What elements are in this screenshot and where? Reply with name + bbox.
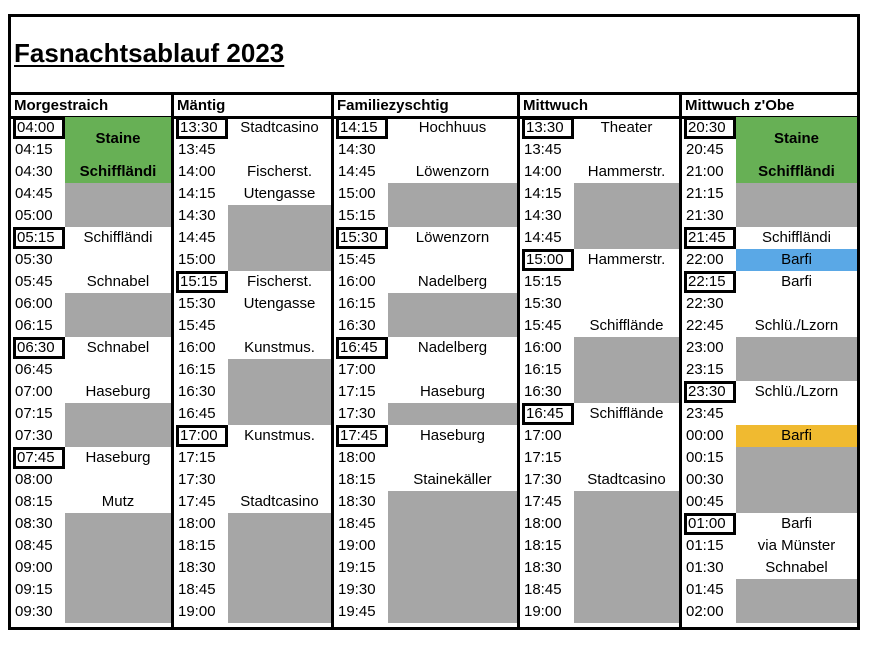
time-cell: 19:00: [524, 603, 562, 620]
time-cell: 05:45: [15, 273, 53, 290]
location-cell: Hammerstr.: [587, 163, 666, 180]
time-cell: 06:15: [15, 317, 53, 334]
location-cell: Haseburg: [419, 427, 486, 444]
time-cell: 14:45: [338, 163, 376, 180]
time-cell: 07:30: [15, 427, 53, 444]
location-cell: Stadtcasino: [587, 471, 666, 488]
time-cell: 18:15: [524, 537, 562, 554]
break-cell: [388, 293, 517, 337]
location-cell: Barfi: [781, 515, 812, 532]
location-cell: Kunstmus.: [244, 427, 315, 444]
time-cell: 15:30: [524, 295, 562, 312]
time-cell: 16:30: [338, 317, 376, 334]
start-time-cell: 13:30: [176, 117, 228, 139]
time-cell: 08:15: [15, 493, 53, 510]
time-cell: 07:00: [15, 383, 53, 400]
location-cell: Stainekäller: [413, 471, 492, 488]
time-cell: 22:45: [686, 317, 724, 334]
time-cell: 18:30: [338, 493, 376, 510]
break-cell: [736, 447, 857, 513]
time-cell: 15:45: [338, 251, 376, 268]
start-time-cell: 20:30: [684, 117, 736, 139]
time-cell: 18:00: [524, 515, 562, 532]
start-time-cell: 05:15: [13, 227, 65, 249]
time-cell: 14:15: [178, 185, 216, 202]
time-cell: 19:00: [178, 603, 216, 620]
time-cell: 00:00: [686, 427, 724, 444]
break-cell: [65, 293, 171, 337]
location-cell: via Münster: [757, 537, 836, 554]
time-cell: 19:30: [338, 581, 376, 598]
time-cell: 14:45: [524, 229, 562, 246]
time-cell: 18:45: [338, 515, 376, 532]
location-cell: Staine: [736, 117, 857, 161]
time-cell: 23:45: [686, 405, 724, 422]
break-cell: [388, 183, 517, 227]
start-time-cell: 17:45: [336, 425, 388, 447]
time-cell: 04:15: [15, 141, 53, 158]
time-cell: 18:30: [178, 559, 216, 576]
location-cell: Schnabel: [86, 339, 150, 356]
time-cell: 02:00: [686, 603, 724, 620]
day-header: Mittwuch z'Obe: [682, 92, 857, 119]
time-cell: 17:30: [338, 405, 376, 422]
time-cell: 22:30: [686, 295, 724, 312]
break-cell: [65, 183, 171, 227]
break-cell: [388, 491, 517, 623]
location-cell: Schifflände: [589, 405, 664, 422]
time-cell: 17:00: [338, 361, 376, 378]
break-cell: [574, 183, 679, 249]
time-cell: 01:45: [686, 581, 724, 598]
time-cell: 15:00: [338, 185, 376, 202]
break-cell: [574, 337, 679, 403]
start-time-cell: 15:15: [176, 271, 228, 293]
start-time-cell: 15:00: [522, 249, 574, 271]
start-time-cell: 16:45: [336, 337, 388, 359]
time-cell: 06:00: [15, 295, 53, 312]
time-cell: 23:00: [686, 339, 724, 356]
start-time-cell: 17:00: [176, 425, 228, 447]
location-cell: Kunstmus.: [244, 339, 315, 356]
location-cell: Staine: [65, 117, 171, 161]
time-cell: 09:15: [15, 581, 53, 598]
time-cell: 08:30: [15, 515, 53, 532]
time-cell: 15:15: [338, 207, 376, 224]
time-cell: 14:30: [338, 141, 376, 158]
time-cell: 15:45: [524, 317, 562, 334]
day-header: Mittwuch: [520, 92, 679, 119]
time-cell: 16:00: [524, 339, 562, 356]
time-cell: 21:00: [686, 163, 724, 180]
time-cell: 20:45: [686, 141, 724, 158]
location-cell: Utengasse: [243, 185, 316, 202]
time-cell: 07:15: [15, 405, 53, 422]
start-time-cell: 13:30: [522, 117, 574, 139]
time-cell: 17:45: [524, 493, 562, 510]
day-column: [679, 92, 857, 630]
start-time-cell: 21:45: [684, 227, 736, 249]
time-cell: 14:45: [178, 229, 216, 246]
time-cell: 22:00: [686, 251, 724, 268]
time-cell: 00:45: [686, 493, 724, 510]
location-cell: Schiffländi: [736, 161, 857, 183]
time-cell: 01:15: [686, 537, 724, 554]
time-cell: 13:45: [178, 141, 216, 158]
start-time-cell: 06:30: [13, 337, 65, 359]
time-cell: 14:15: [524, 185, 562, 202]
break-cell: [228, 205, 331, 271]
time-cell: 16:00: [338, 273, 376, 290]
location-cell: Barfi: [736, 249, 857, 271]
time-cell: 19:00: [338, 537, 376, 554]
time-cell: 04:30: [15, 163, 53, 180]
start-time-cell: 16:45: [522, 403, 574, 425]
location-cell: Schlü./Lzorn: [754, 317, 839, 334]
time-cell: 04:45: [15, 185, 53, 202]
time-cell: 16:30: [178, 383, 216, 400]
time-cell: 18:30: [524, 559, 562, 576]
break-cell: [65, 513, 171, 623]
location-cell: Schnabel: [86, 273, 150, 290]
time-cell: 00:30: [686, 471, 724, 488]
time-cell: 18:45: [524, 581, 562, 598]
start-time-cell: 04:00: [13, 117, 65, 139]
location-cell: Haseburg: [85, 383, 151, 400]
time-cell: 16:15: [524, 361, 562, 378]
location-cell: Löwenzorn: [415, 163, 490, 180]
time-cell: 14:00: [178, 163, 216, 180]
day-header: Morgestraich: [11, 92, 171, 119]
start-time-cell: 15:30: [336, 227, 388, 249]
time-cell: 08:00: [15, 471, 53, 488]
time-cell: 15:30: [178, 295, 216, 312]
break-cell: [736, 579, 857, 623]
location-cell: Mutz: [101, 493, 135, 510]
start-time-cell: 14:15: [336, 117, 388, 139]
start-time-cell: 07:45: [13, 447, 65, 469]
day-column: [11, 92, 171, 630]
time-cell: 14:30: [524, 207, 562, 224]
location-cell: Schlü./Lzorn: [754, 383, 839, 400]
time-cell: 21:15: [686, 185, 724, 202]
location-cell: Haseburg: [419, 383, 486, 400]
day-column: [171, 92, 331, 630]
time-cell: 15:15: [524, 273, 562, 290]
location-cell: Schnabel: [765, 559, 828, 576]
time-cell: 05:30: [15, 251, 53, 268]
time-cell: 14:30: [178, 207, 216, 224]
break-cell: [228, 359, 331, 425]
time-cell: 01:30: [686, 559, 724, 576]
location-cell: Nadelberg: [417, 273, 488, 290]
time-cell: 21:30: [686, 207, 724, 224]
location-cell: Stadtcasino: [240, 119, 319, 136]
time-cell: 16:30: [524, 383, 562, 400]
day-header: Familiezyschtig: [334, 92, 517, 119]
location-cell: Hochhuus: [418, 119, 487, 136]
break-cell: [736, 337, 857, 381]
time-cell: 16:15: [178, 361, 216, 378]
location-cell: Barfi: [736, 425, 857, 447]
time-cell: 06:45: [15, 361, 53, 378]
location-cell: Schiffländi: [65, 161, 171, 183]
start-time-cell: 22:15: [684, 271, 736, 293]
time-cell: 05:00: [15, 207, 53, 224]
time-cell: 16:00: [178, 339, 216, 356]
location-cell: Löwenzorn: [415, 229, 490, 246]
location-cell: Utengasse: [243, 295, 316, 312]
break-cell: [65, 403, 171, 447]
location-cell: Schiffländi: [762, 229, 831, 246]
time-cell: 18:00: [338, 449, 376, 466]
location-cell: Barfi: [781, 273, 812, 290]
day-column: [331, 92, 517, 630]
time-cell: 14:00: [524, 163, 562, 180]
break-cell: [736, 183, 857, 227]
location-cell: Schiffländi: [83, 229, 153, 246]
time-cell: 09:30: [15, 603, 53, 620]
time-cell: 18:15: [338, 471, 376, 488]
time-cell: 17:15: [338, 383, 376, 400]
time-cell: 19:15: [338, 559, 376, 576]
day-header: Mäntig: [174, 92, 331, 119]
day-column: [517, 92, 679, 630]
location-cell: Theater: [600, 119, 653, 136]
location-cell: Stadtcasino: [240, 493, 319, 510]
time-cell: 17:15: [524, 449, 562, 466]
time-cell: 17:30: [178, 471, 216, 488]
time-cell: 17:45: [178, 493, 216, 510]
time-cell: 08:45: [15, 537, 53, 554]
page-title: Fasnachtsablauf 2023: [14, 38, 285, 68]
time-cell: 13:45: [524, 141, 562, 158]
time-cell: 19:45: [338, 603, 376, 620]
location-cell: Hammerstr.: [587, 251, 666, 268]
start-time-cell: 23:30: [684, 381, 736, 403]
start-time-cell: 01:00: [684, 513, 736, 535]
location-cell: Haseburg: [85, 449, 151, 466]
time-cell: 09:00: [15, 559, 53, 576]
location-cell: Fischerst.: [246, 163, 312, 180]
time-cell: 18:45: [178, 581, 216, 598]
time-cell: 23:15: [686, 361, 724, 378]
time-cell: 18:15: [178, 537, 216, 554]
location-cell: Fischerst.: [246, 273, 312, 290]
location-cell: Nadelberg: [417, 339, 488, 356]
time-cell: 17:00: [524, 427, 562, 444]
time-cell: 17:15: [178, 449, 216, 466]
time-cell: 16:15: [338, 295, 376, 312]
break-cell: [574, 491, 679, 623]
time-cell: 00:15: [686, 449, 724, 466]
time-cell: 16:45: [178, 405, 216, 422]
time-cell: 17:30: [524, 471, 562, 488]
location-cell: Schifflände: [589, 317, 664, 334]
break-cell: [228, 513, 331, 623]
time-cell: 15:00: [178, 251, 216, 268]
break-cell: [388, 403, 517, 425]
time-cell: 15:45: [178, 317, 216, 334]
time-cell: 18:00: [178, 515, 216, 532]
